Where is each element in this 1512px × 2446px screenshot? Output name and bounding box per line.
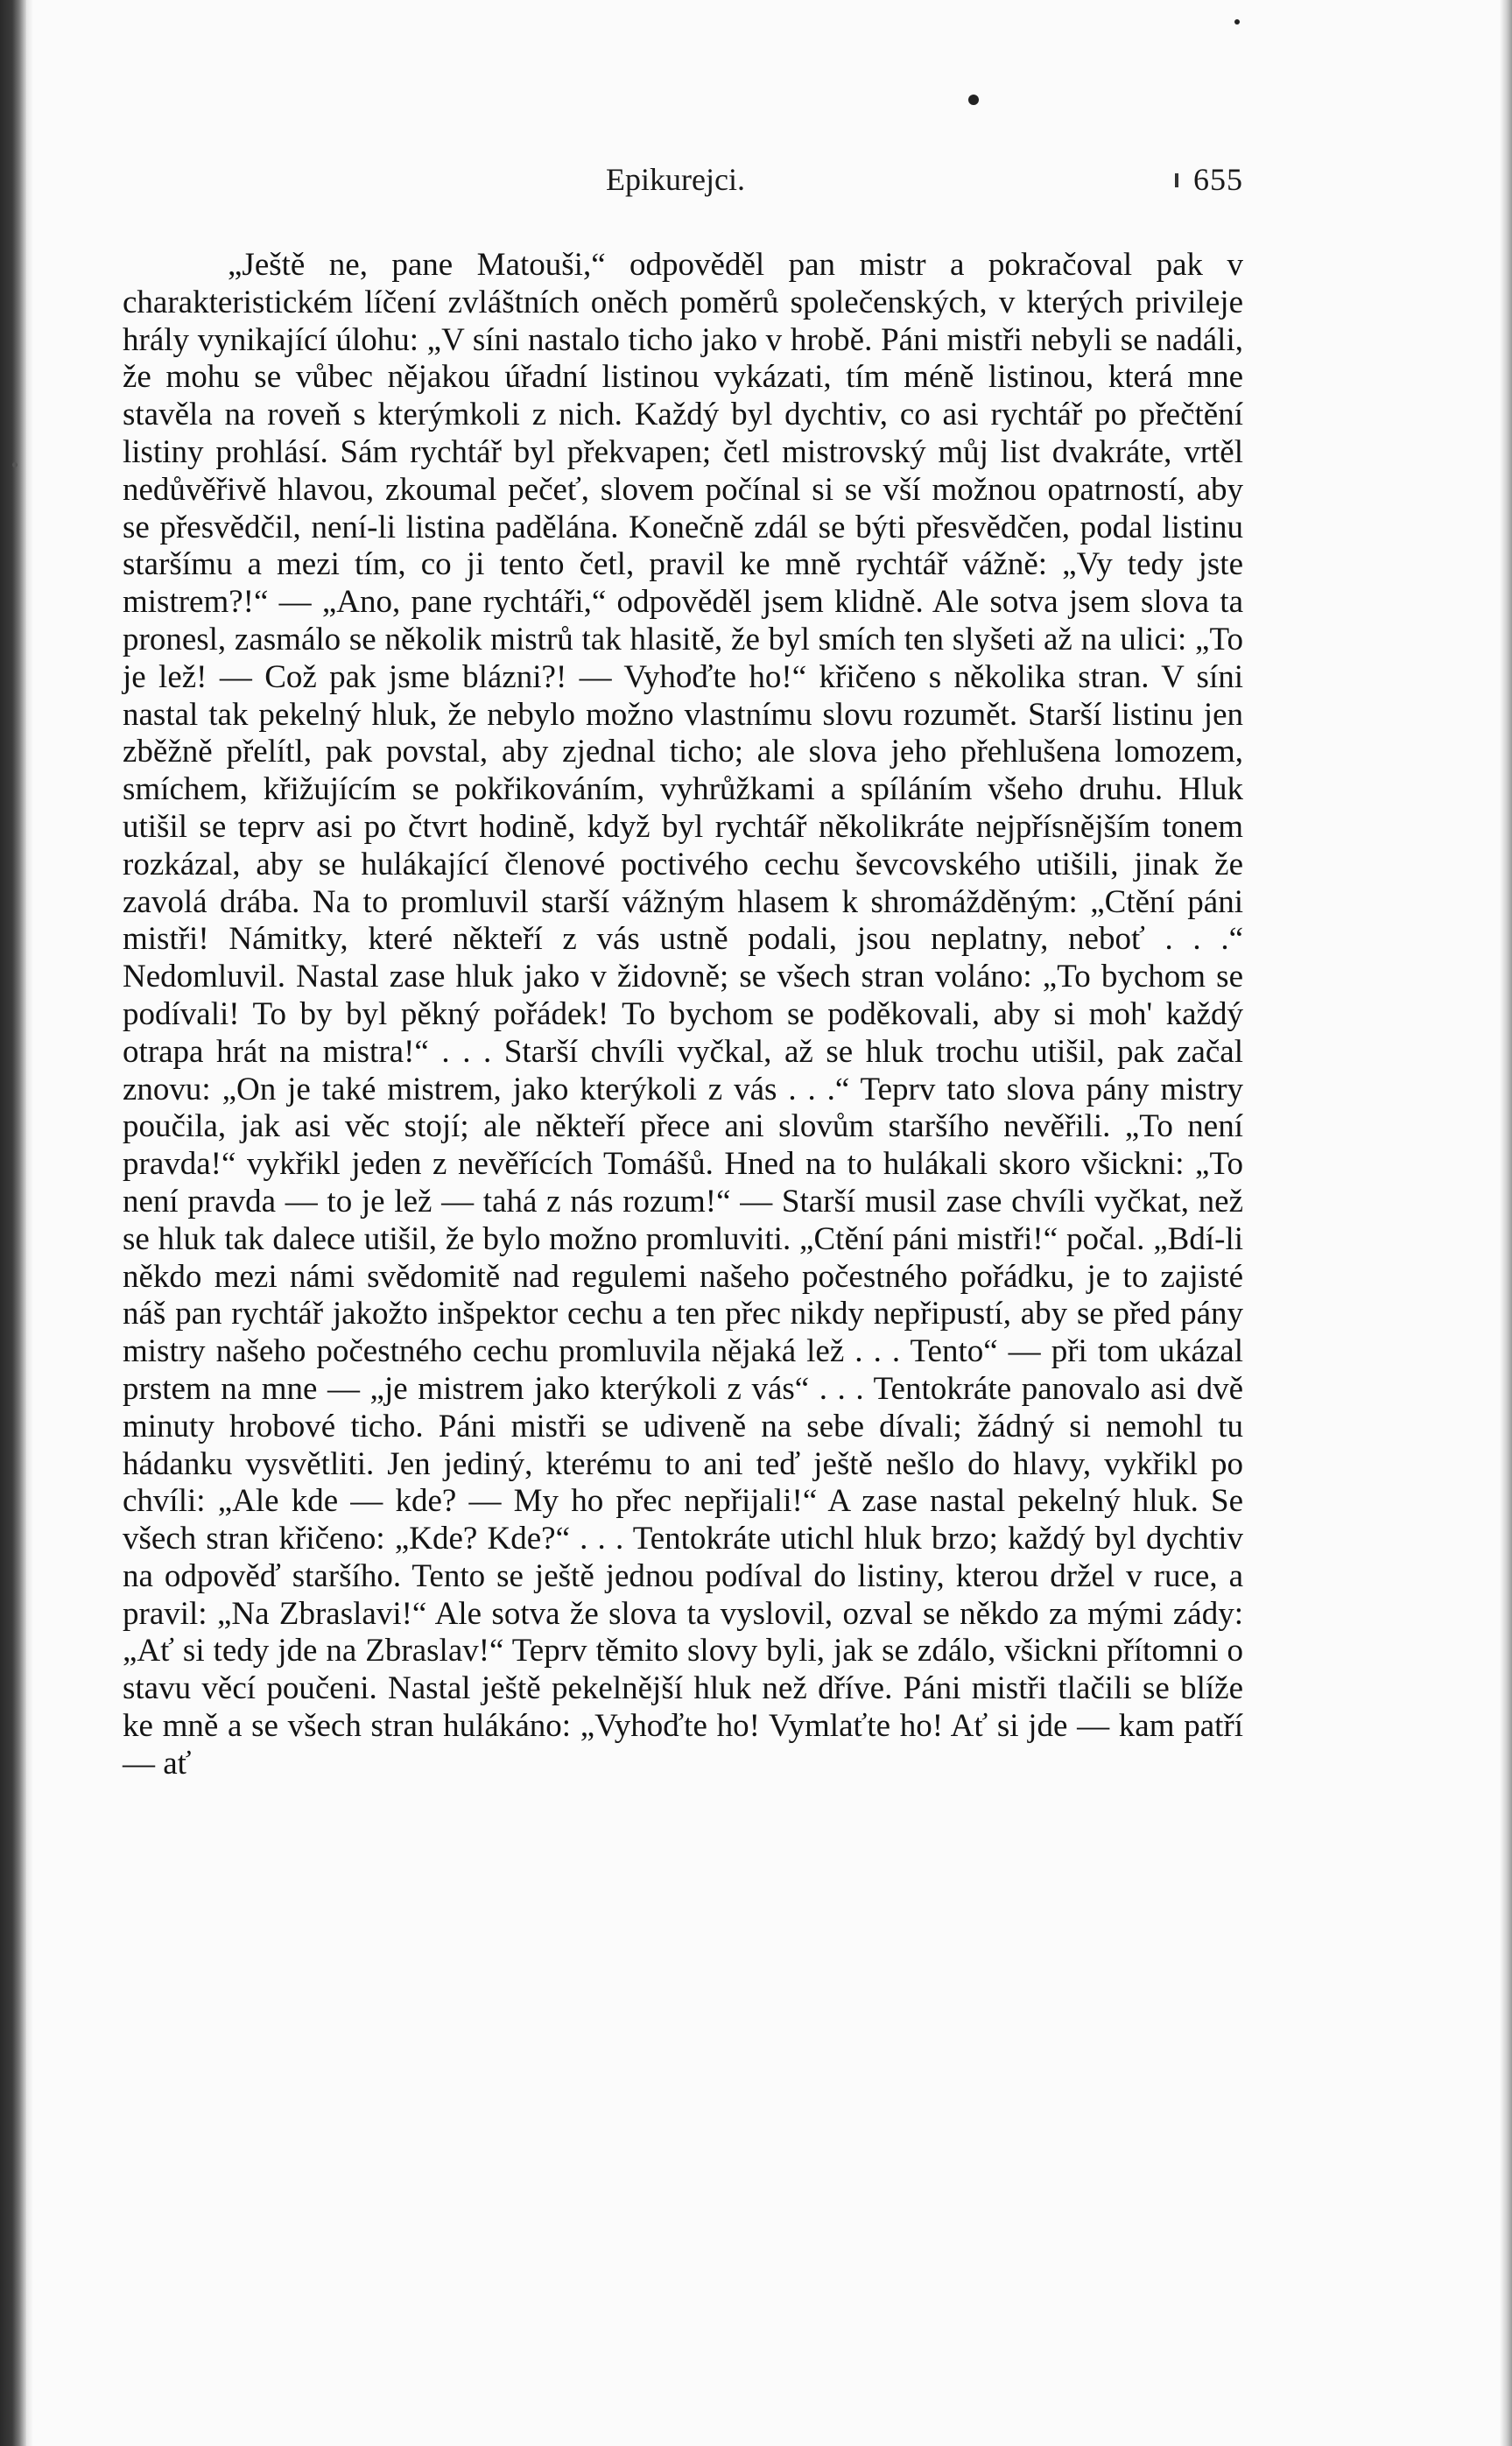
ink-mark (1175, 173, 1178, 187)
ink-speck (1234, 19, 1240, 25)
running-title: Epikurejci. (606, 162, 745, 197)
page-gutter-shade (26, 0, 33, 2446)
ink-speck (12, 462, 18, 467)
ink-speck (968, 95, 979, 105)
body-paragraph: „Ještě ne, pane Matouši,“ odpověděl pan mistr a pokračoval pak v charakteristickém líčení zvláštních oněch poměrů společenských, v kterých privileje hrály vynikající úlohu: „V síni nastalo ticho jako v hrobě. Páni mistři nebyli se nadáli, že mohu se vůbec nějakou úřadní listinou vykázati, tím méně listinou, která mne stavěla na roveň s kterýmkoli z nich. Každý byl dychtiv, co asi rychtář po přečtění listiny prohlásí. Sám rychtář byl překvapen; četl mistrovský můj list dvakráte, vrtěl nedůvěřivě hlavou, zkoumal pečeť, slovem počínal si se vší možnou opatrností, aby se přesvědčil, není-li listina padělána. Konečně zdál se býti přesvědčen, podal listinu staršímu a mezi tím, co ji tento četl, pravil ke mně rychtář vážně: „Vy tedy jste mistrem?!“ — „Ano, pane rychtáři,“ odpověděl jsem klidně. Ale sotva jsem slova ta pronesl, zasmálo se několik mistrů tak hlasitě, že byl smích ten slyšeti až na ulici: „To je lež! — Což pak jsme blázni?! — Vyhoďte ho!“ křičeno s několika stran. V síni nastal tak pekelný hluk, že nebylo možno vlastnímu slovu rozumět. Starší listinu jen zběžně přelítl, pak povstal, aby zjednal ticho; ale slova jeho přehlušena lomozem, smíchem, křižujícím se pokřikováním, vyhrůžkami a spíláním všeho druhu. Hluk utišil se teprv asi po čtvrt hodině, když byl rychtář několikráte nejpřísnějším tonem rozkázal, aby se hulákající členové poctivého cechu ševcovského utišili, jinak že zavolá drába. Na to promluvil starší vážným hlasem k shromážděným: „Ctění páni mistři! Námitky, které někteří z vás ustně podali, jsou neplatny, neboť . . .“ Nedomluvil. Nastal zase hluk jako v židovně; se všech stran voláno: „To bychom se podívali! To by byl pěkný pořádek! To bychom se poděkovali, aby si moh' každý otrapa hrát na mistra!“ . . . Starší chvíli vyčkal, až se hluk trochu utišil, pak začal znovu: „On je také mistrem, jako kterýkoli z vás . . .“ Teprv tato slova pány mistry poučila, jak asi věc stojí; ale někteří přece ani slovům staršího nevěřili. „To není pravda!“ vykřikl jeden z nevěřících Tomášů. Hned na to hulákali skoro všickni: „To není pravda — to je lež — tahá z nás rozum!“ — Starší musil zase chvíli vyčkat, než se hluk tak dalece utišil, že bylo možno promluviti. „Ctění páni mistři!“ počal. „Bdí-li někdo mezi námi svědomitě nad regulemi našeho počestného pořádku, je to zajisté náš pan rychtář jakožto inšpektor cechu a ten přec nikdy nepřipustí, aby se před pány mistry našeho počestného cechu promluvila nějaká lež . . . Tento“ — při tom ukázal prstem na mne — „je mistrem jako kterýkoli z vás“ . . . Tentokráte panovalo asi dvě minuty hrobové ticho. Páni mistři se udiveně na sebe dívali; žádný si nemohl tu hádanku vysvětliti. Jen jediný, kterému to ani teď ještě nešlo do hlavy, vykřikl po chvíli: „Ale kde — kde? — My ho přec nepřijali!“ A zase nastal pekelný hluk. Se všech stran křičeno: „Kde? Kde?“ . . . Tentokráte utichl hluk brzo; každý byl dychtiv na odpověď staršího. Tento se ještě jednou podíval do listiny, kterou držel v ruce, a pravil: „Na Zbraslavi!“ Ale sotva že slova ta vyslovil, ozval se někdo za mými zády: „Ať si tedy jde na Zbraslav!“ Teprv těmito slovy byli, jak se zdálo, všickni přítomni o stavu věcí poučeni. Nastal ještě pekelnější hluk než dříve. Páni mistři tlačili se blíže ke mně a se všech stran hulákáno: „Vyhoďte ho! Vymlaťte ho! Ať si jde — kam patří — ať (123, 247, 1243, 1782)
book-binding-shadow (0, 0, 26, 2446)
page-right-edge-shadow (1500, 0, 1512, 2446)
page-number: 655 (1193, 162, 1243, 197)
page-header (123, 161, 1243, 214)
